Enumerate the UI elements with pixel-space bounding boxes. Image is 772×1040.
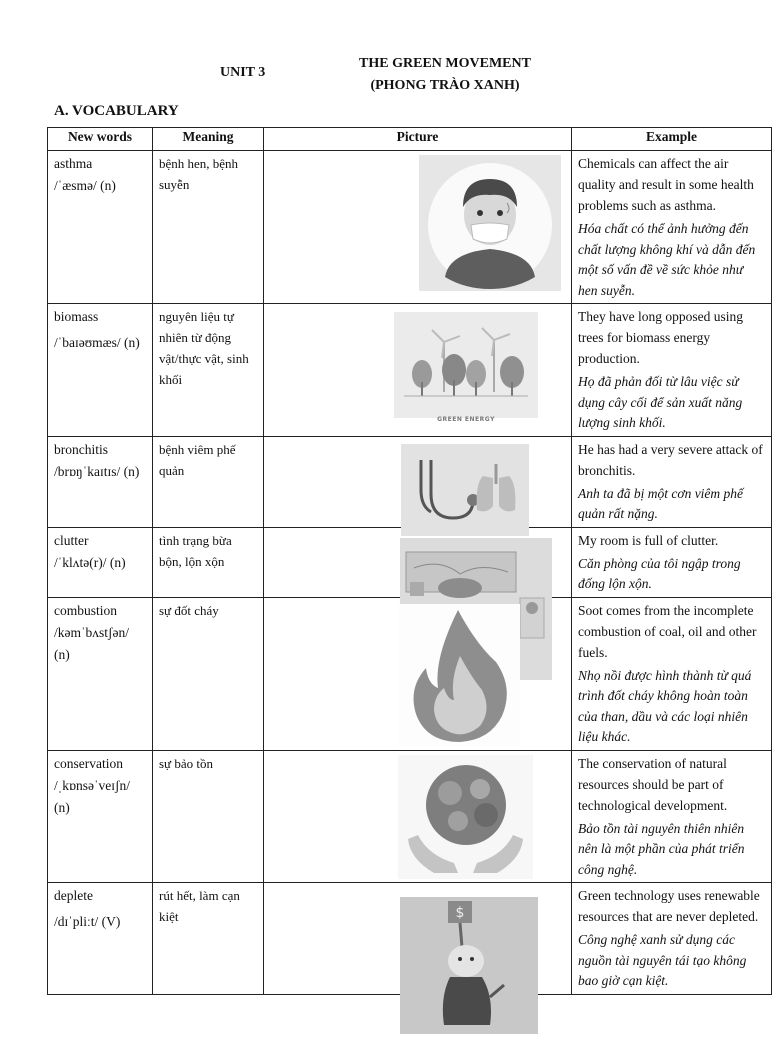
flame-icon bbox=[398, 604, 520, 746]
lesson-title-vi: (PHONG TRÀO XANH) bbox=[370, 78, 520, 93]
meaning-cell: bệnh hen, bệnh suyễn bbox=[153, 151, 264, 304]
picture-cell bbox=[264, 436, 572, 527]
example-vietnamese: Anh ta đã bị một cơn viêm phế quản rất nặng. bbox=[578, 485, 744, 521]
example-vietnamese: Bảo tồn tài nguyên thiên nhiên nên là một phần của phát triển công nghệ. bbox=[578, 820, 745, 877]
example-cell bbox=[572, 436, 772, 527]
meaning-cell: tình trạng bừa bộn, lộn xộn bbox=[153, 527, 264, 597]
example-english: They have long opposed using trees for biomass energy production. bbox=[578, 309, 743, 366]
pronunciation: /ˈæsmə/ (n) bbox=[54, 178, 116, 193]
example-cell bbox=[572, 883, 772, 995]
word: biomass bbox=[54, 309, 99, 324]
green-energy-icon bbox=[394, 312, 538, 423]
section-title: A. VOCABULARY bbox=[54, 103, 179, 119]
meaning-cell: rút hết, làm cạn kiệt bbox=[153, 883, 264, 995]
lesson-title bbox=[330, 53, 560, 97]
table-row bbox=[48, 436, 772, 527]
masked-person-icon bbox=[419, 155, 561, 291]
word-cell bbox=[48, 151, 153, 304]
meaning-cell: sự bảo tồn bbox=[153, 750, 264, 883]
column-header-meaning: Meaning bbox=[153, 128, 264, 151]
unit-label: UNIT 3 bbox=[220, 65, 266, 80]
pronunciation: /ˈbaɪəʊmæs/ (n) bbox=[54, 335, 140, 350]
picture-cell bbox=[264, 527, 572, 597]
word: bronchitis bbox=[54, 441, 108, 457]
table-row bbox=[48, 527, 772, 597]
hands-holding-tree-icon bbox=[398, 755, 533, 879]
example-vietnamese: Công nghệ xanh sử dụng các nguồn tài nguyên tái tạo không bao giờ cạn kiệt. bbox=[578, 932, 747, 988]
pronunciation: /dɪˈpliːt/ (V) bbox=[54, 914, 121, 929]
picture-cell bbox=[264, 883, 572, 995]
word-cell bbox=[48, 436, 153, 527]
word: clutter bbox=[54, 532, 89, 548]
example-vietnamese: Nhọ nồi được hình thành từ quá trình đốt cháy không hoàn toàn của than, dầu và các loại nhiên liệu khác. bbox=[578, 667, 752, 744]
example-cell bbox=[572, 597, 772, 750]
example-english: Chemicals can affect the air quality and result in some health problems such as asthma. bbox=[578, 156, 754, 213]
example-english: Soot comes from the incomplete combustion of coal, oil and other fuels. bbox=[578, 602, 757, 660]
column-header-picture: Picture bbox=[264, 128, 572, 151]
table-row bbox=[48, 750, 772, 883]
pronunciation: /ˌkɒnsəˈveɪʃn/ (n) bbox=[54, 777, 131, 815]
lesson-title-en: THE GREEN MOVEMENT bbox=[359, 56, 531, 71]
word: conservation bbox=[54, 755, 123, 771]
example-cell bbox=[572, 750, 772, 883]
pronunciation: /ˈklʌtə(r)/ (n) bbox=[54, 554, 126, 570]
table-row bbox=[48, 304, 772, 437]
word-cell bbox=[48, 883, 153, 995]
drained-person-icon bbox=[400, 897, 538, 1034]
table-row bbox=[48, 597, 772, 750]
picture-cell bbox=[264, 304, 572, 437]
meaning-cell: bệnh viêm phế quản bbox=[153, 436, 264, 527]
example-english: He has had a very severe attack of bronchitis. bbox=[578, 441, 763, 478]
example-english: Green technology uses renewable resources that are never depleted. bbox=[578, 888, 760, 924]
word-cell bbox=[48, 527, 153, 597]
example-vietnamese: Họ đã phản đối từ lâu việc sử dụng cây cối để sản xuất năng lượng sinh khối. bbox=[578, 374, 743, 430]
example-english: The conservation of natural resources should be part of technological development. bbox=[578, 755, 728, 813]
word: deplete bbox=[54, 888, 93, 903]
table-row bbox=[48, 883, 772, 995]
picture-cell bbox=[264, 151, 572, 304]
example-vietnamese: Căn phòng của tôi ngập trong đống lộn xộn. bbox=[578, 555, 741, 591]
stethoscope-lungs-icon bbox=[401, 444, 529, 536]
column-header-example: Example bbox=[572, 128, 772, 151]
svg-text:$: $ bbox=[455, 905, 465, 921]
picture-cell bbox=[264, 750, 572, 883]
meaning-cell: sự đốt cháy bbox=[153, 597, 264, 750]
column-header-new-words: New words bbox=[48, 128, 153, 151]
pronunciation: /kəmˈbʌstʃən/ (n) bbox=[54, 624, 129, 662]
example-english: My room is full of clutter. bbox=[578, 532, 719, 548]
word: combustion bbox=[54, 602, 117, 618]
word-cell bbox=[48, 750, 153, 883]
word-cell bbox=[48, 304, 153, 437]
example-cell bbox=[572, 151, 772, 304]
word-cell bbox=[48, 597, 153, 750]
vocabulary-table bbox=[47, 127, 772, 995]
example-vietnamese: Hóa chất có thể ảnh hưởng đến chất lượng không khí và dẫn đến một số vấn đề về sức khỏe như hen suyễn. bbox=[578, 221, 756, 298]
picture-caption: GREEN ENERGY bbox=[437, 416, 495, 423]
pronunciation: /brɒŋˈkaɪtɪs/ (n) bbox=[54, 463, 140, 479]
example-cell bbox=[572, 527, 772, 597]
word: asthma bbox=[54, 156, 93, 171]
meaning-cell: nguyên liệu tự nhiên từ động vật/thực vật, sinh khối bbox=[153, 304, 264, 437]
example-cell bbox=[572, 304, 772, 437]
table-header-row bbox=[48, 128, 772, 151]
table-row bbox=[48, 151, 772, 304]
